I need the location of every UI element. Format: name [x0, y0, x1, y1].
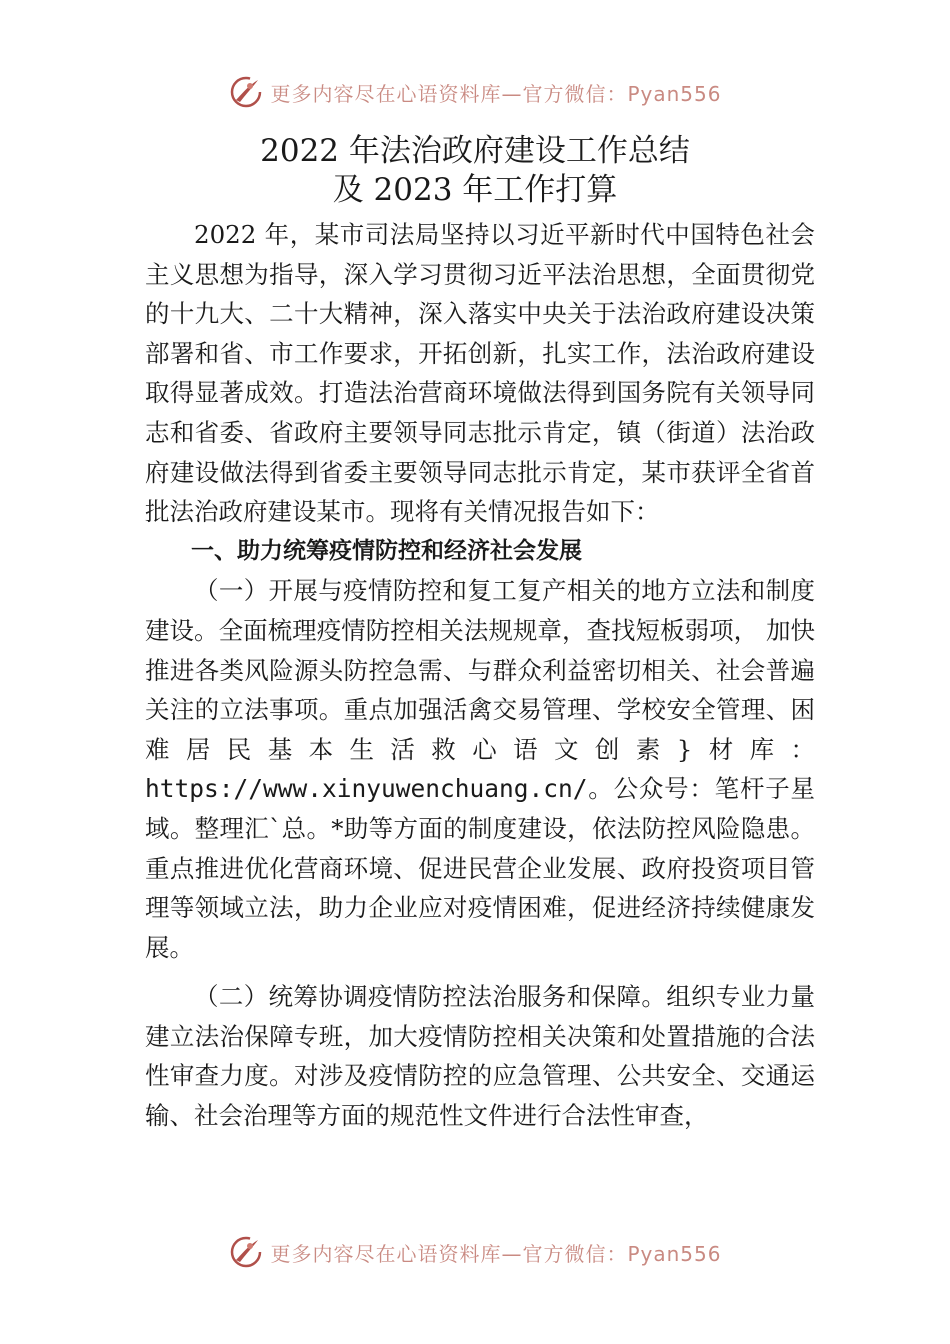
document-body: [145, 215, 815, 1136]
document-title-line2: 及 2023 年工作打算: [332, 172, 618, 208]
intro-paragraph: 2022 年，某市司法局坚持以习近平新时代中国特色社会主义思想为指导，深入学习贯彻习近平法治思想，全面贯彻党的十九大、二十大精神，深入落实中央关于法治政府建设决策部署和省、市工作要求，开拓创新，扎实工作，法治政府建设取得显著成效。打造法治营商环境做法得到国务院有关领导同志和省委、省政府主要领导同志批示肯定，镇（街道）法治政府建设做法得到省委主要领导同志批示肯定，某市获评全省首批法治政府建设某市。现将有关情况报告如下：: [145, 220, 815, 527]
item-1-text-b: 。公众号：笔杆子星域。整理汇`总。*助等方面的制度建设，依法防控风险隐患。重点推进优化营商环境、促进民营企业发展、政府投资项目管理等领域立法，助力企业应对疫情困难，促进经济持续健康发展。: [145, 774, 815, 962]
watermark-banner-bottom: [0, 1232, 950, 1272]
watermark-banner-top: [0, 72, 950, 112]
watermark-text: 更多内容尽在心语资料库—官方微信：Pyan556: [270, 81, 722, 106]
item-1-paragraph: [145, 571, 815, 967]
item-2-paragraph: （二）统筹协调疫情防控法治服务和保障。组织专业力量建立法治保障专班，加大疫情防控相关决策和处置措施的合法性审查力度。对涉及疫情防控的应急管理、公共安全、交通运输、社会治理等方面的规范性文件进行合法性审查，: [145, 982, 815, 1131]
item-1-text-a: （一）开展与疫情防控和复工复产相关的地方立法和制度建设。全面梳理疫情防控相关法规规章，查找短板弱项， 加快推进各类风险源头防控急需、与群众利益密切相关、社会普遍关注的立法事项。重点加强活禽交易管理、学校安全管理、困难居民基本生活救心语文创素}材库：: [145, 576, 815, 764]
brush-logo-icon: [228, 74, 264, 110]
section-heading: 一、助力统筹疫情防控和经济社会发展: [191, 537, 582, 564]
source-url: https://www.xinyuwenchuang.cn/: [145, 774, 588, 804]
brush-logo-icon: [228, 1234, 264, 1270]
document-title-line1: 2022 年法治政府建设工作总结: [260, 133, 690, 169]
watermark-text: 更多内容尽在心语资料库—官方微信：Pyan556: [270, 1241, 722, 1266]
